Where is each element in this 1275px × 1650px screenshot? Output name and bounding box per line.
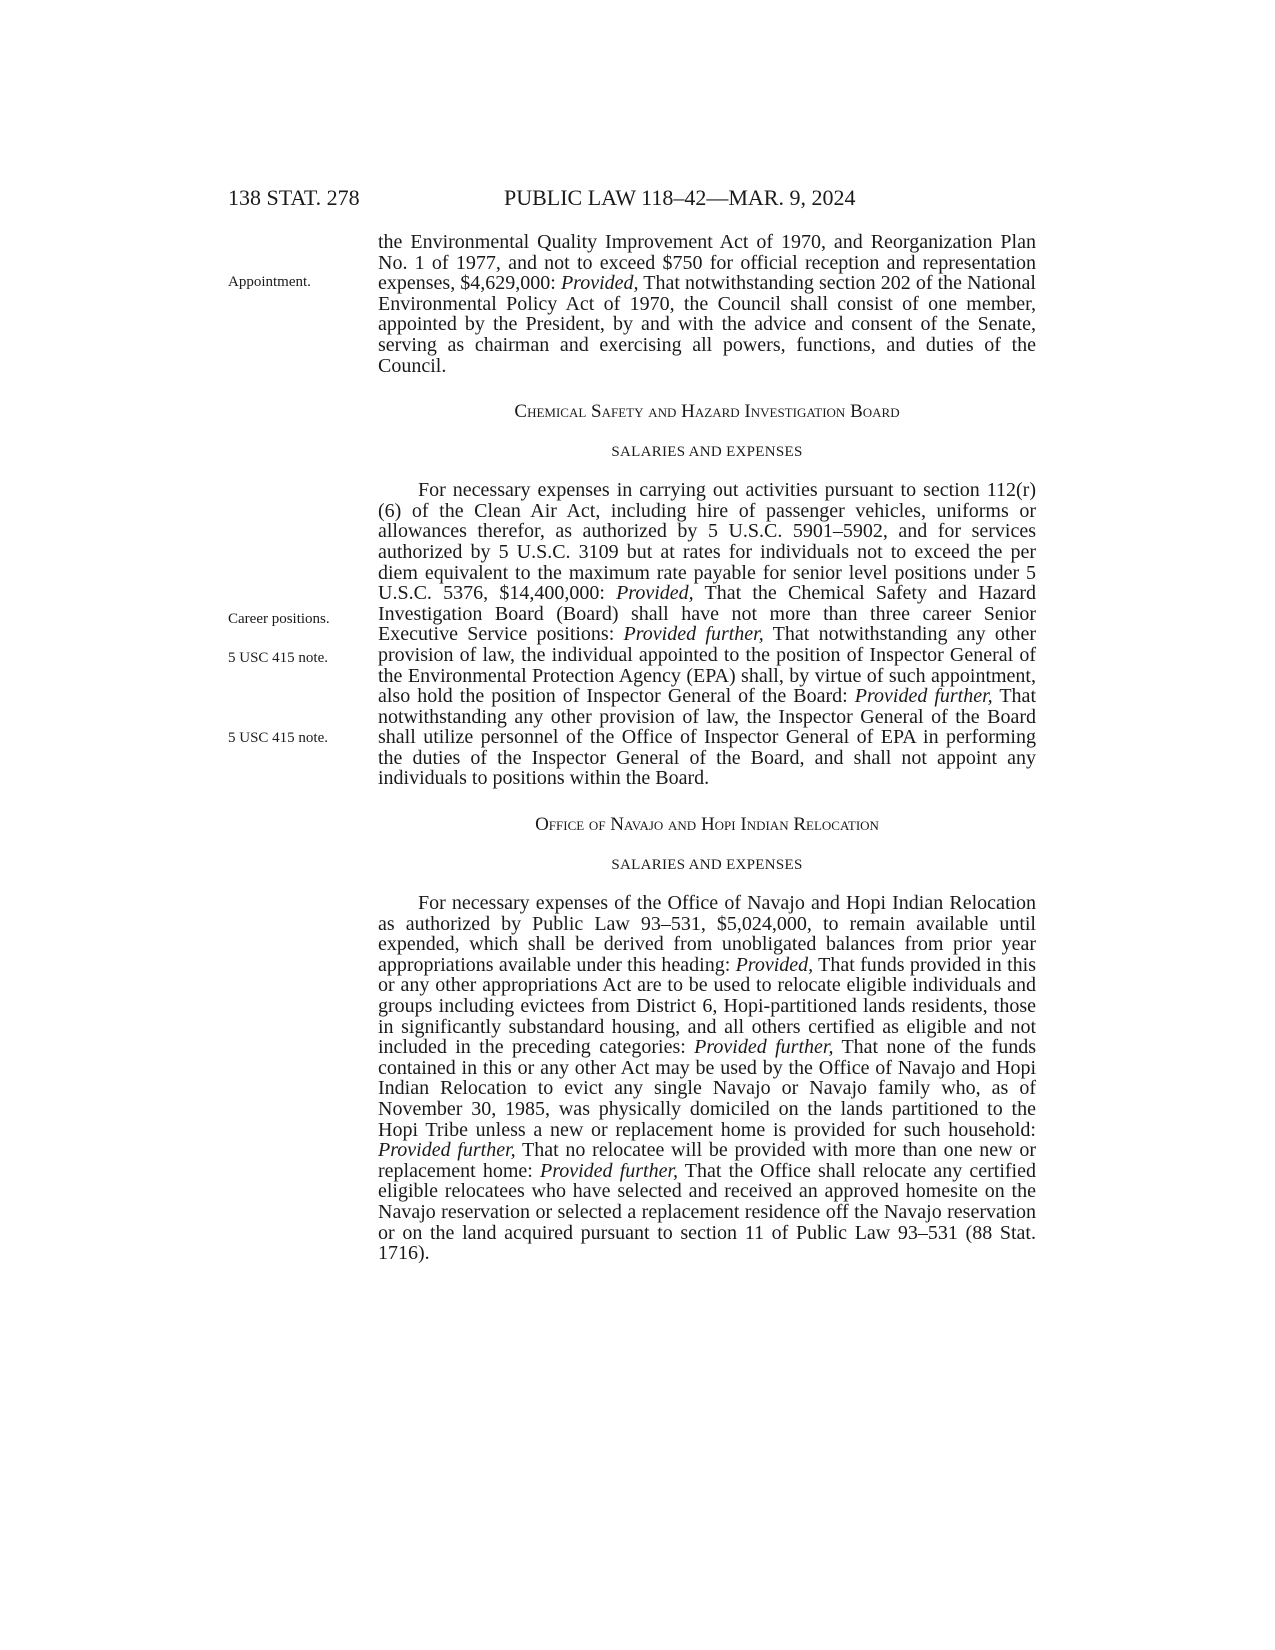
agency-heading-text: Office of Navajo and Hopi Indian Relocation: [535, 814, 879, 836]
text-run: That the Office shall relocate any certified eligible relocatees who have selected and received an approved homesite on the Navajo reservation or selected a replacement residence off the Navajo reservation or on the land acquired pursuant to section 11 of Public Law 93–531 (88 Stat. 1716).: [378, 1159, 1036, 1265]
continued-paragraph: [378, 232, 1036, 376]
text-run: That notwithstanding section 202 of the National Environmental Policy Act of 1970, the Council shall consist of one member, appointed by the President, by and with the advice and consent of the Senate, serving as chairman and exercising all powers, functions, and duties of the Council.: [378, 272, 1036, 377]
agency-heading-navajo-hopi: [378, 813, 1036, 837]
proviso-italic: Provided,: [616, 582, 694, 605]
proviso-italic: Provided further,: [854, 685, 993, 708]
proviso-italic: Provided further,: [694, 1036, 834, 1059]
margin-note-usc-415-second: 5 USC 415 note.: [228, 730, 329, 746]
margin-note-usc-415-first: 5 USC 415 note.: [228, 650, 329, 666]
public-law-reference: PUBLIC LAW 118–42—MAR. 9, 2024: [504, 185, 856, 210]
text-run: That notwithstanding any other provision of law, the Inspector General of the Board shall utilize personnel of the Office of Inspector General of EPA in performing the duties of the Inspector General of the Board, and shall not appoint any individuals to positions within the Board.: [378, 685, 1036, 790]
text-run: the Environmental Quality Improvement Act of 1970, and Reorganization Plan No. 1 of 1977, and not to exceed $750 for official reception and representation expenses, $4,629,000:: [378, 231, 1036, 295]
margin-note-appointment: Appointment.: [228, 274, 311, 290]
margin-note-career-positions: Career positions.: [228, 611, 330, 627]
onhir-paragraph: [378, 893, 1036, 1264]
statute-reference: 138 STAT. 278: [228, 185, 360, 210]
text-run: For necessary expenses in carrying out activities pursuant to section 112(r)(6) of the Clean Air Act, including hire of passenger vehicles, uniforms or allowances therefor, as authorized by 5 U.S.C. 5901–5902, and for services authorized by 5 U.S.C. 3109 but at rates for individuals not to exceed the per diem equivalent to the maximum rate payable for senior level positions under 5 U.S.C. 5376, $14,400,000:: [378, 479, 1036, 605]
text-run: That funds provided in this or any other appropriations Act are to be used to relocate eligible individuals and groups including evictees from District 6, Hopi-partitioned lands residents, those in significantly substandard housing, and all others certified as eligible and not included in the preceding categories:: [378, 953, 1036, 1059]
proviso-italic: Provided further,: [623, 623, 764, 646]
subheading-salaries-expenses-onhir: SALARIES AND EXPENSES: [611, 857, 803, 874]
proviso-italic: Provided further,: [378, 1139, 516, 1162]
text-run: That no relocatee will be provided with more than one new or replacement home:: [378, 1139, 1036, 1182]
page-header: [228, 185, 1040, 215]
agency-heading-text: Chemical Safety and Hazard Investigation Board: [514, 401, 900, 423]
csb-paragraph: [378, 480, 1036, 789]
text-run: That notwithstanding any other provision of law, the individual appointed to the position of Inspector General of the Environmental Protection Agency (EPA) shall, by virtue of such appointment, also hold the position of Inspector General of the Board:: [378, 623, 1036, 708]
subheading-salaries-expenses-csb: SALARIES AND EXPENSES: [611, 444, 803, 461]
proviso-italic: Provided,: [735, 953, 814, 976]
text-run: That none of the funds contained in this or any other Act may be used by the Office of Navajo and Hopi Indian Relocation to evict any single Navajo or Navajo family who, as of November 30, 1985, was physically domiciled on the lands partitioned to the Hopi Tribe unless a new or replacement home is provided for such household:: [378, 1036, 1036, 1141]
proviso-italic: Provided,: [560, 272, 639, 295]
main-text-column: [378, 232, 1036, 1264]
proviso-italic: Provided further,: [539, 1159, 679, 1182]
agency-heading-chemical-safety: [378, 400, 1036, 424]
text-run: For necessary expenses of the Office of Navajo and Hopi Indian Relocation as authorized by Public Law 93–531, $5,024,000, to remain available until expended, which shall be derived from unobligated balances from prior year appropriations available under this heading:: [378, 892, 1036, 976]
text-run: That the Chemical Safety and Hazard Investigation Board (Board) shall have not more than three career Senior Executive Service positions:: [378, 582, 1036, 646]
